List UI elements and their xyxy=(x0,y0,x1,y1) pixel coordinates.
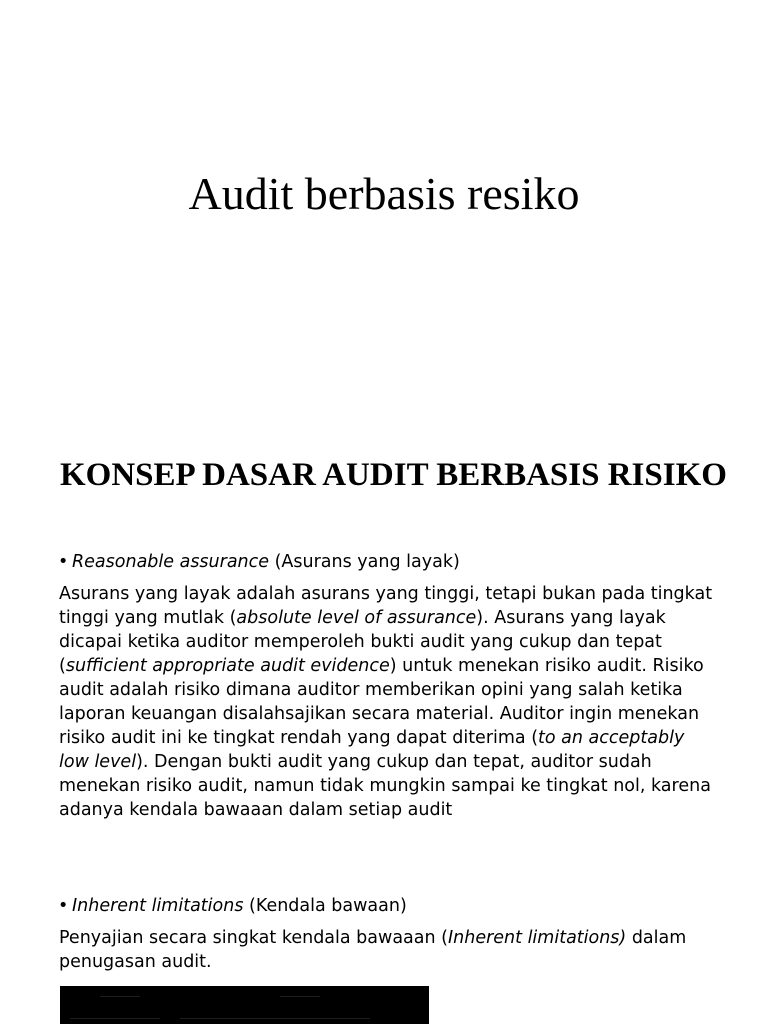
bullet-reasonable-assurance xyxy=(58,550,718,574)
paragraph-italic-term: absolute level of assurance xyxy=(236,608,477,628)
image-detail-line xyxy=(280,996,320,997)
paragraph-text: dalam penugasan audit. xyxy=(59,928,687,972)
paragraph-text: Asurans yang layak adalah asurans yang tinggi, tetapi bukan pada tingkat tinggi yang mutlak ( xyxy=(59,584,713,628)
bullet-inherent-limitations xyxy=(58,894,718,918)
embedded-image-dark xyxy=(60,986,429,1024)
bullet-translation: (Kendala bawaan) xyxy=(243,896,407,916)
paragraph-text: ). Asurans yang layak dicapai ketika auditor memperoleh bukti audit yang cukup dan tepat ( xyxy=(59,608,666,676)
image-detail-line xyxy=(180,1018,370,1019)
paragraph-text: ) untuk menekan risiko audit. Risiko audit adalah risiko dimana auditor memberikan opini yang salah ketika laporan keuangan disalahsajikan secara material. Auditor ingin menekan risiko audit ini ke tingkat rendah yang dapat diterima ( xyxy=(59,656,704,748)
bullet-marker: • xyxy=(58,896,69,916)
paragraph-reasonable-assurance xyxy=(59,582,714,822)
paragraph-italic-term: Inherent limitations) xyxy=(447,928,627,948)
paragraph-inherent-limitations xyxy=(59,926,714,974)
image-detail-line xyxy=(70,1018,160,1019)
slide-title: Audit berbasis resiko xyxy=(188,168,580,219)
section-heading: KONSEP DASAR AUDIT BERBASIS RISIKO xyxy=(60,457,727,493)
paragraph-text: Penyajian secara singkat kendala bawaaan ( xyxy=(59,928,448,948)
paragraph-text: ). Dengan bukti audit yang cukup dan tepat, auditor sudah menekan risiko audit, namun tidak mungkin sampai ke tingkat nol, karena adanya kendala bawaaan dalam setiap audit xyxy=(59,752,711,820)
bullet-term: Inherent limitations xyxy=(72,896,244,916)
bullet-translation: (Asurans yang layak) xyxy=(269,552,460,572)
paragraph-italic-term: to an acceptably low level xyxy=(59,728,685,772)
paragraph-italic-term: sufficient appropriate audit evidence xyxy=(65,656,390,676)
bullet-term: Reasonable assurance xyxy=(72,552,270,572)
bullet-marker: • xyxy=(58,552,69,572)
image-detail-line xyxy=(100,996,140,997)
